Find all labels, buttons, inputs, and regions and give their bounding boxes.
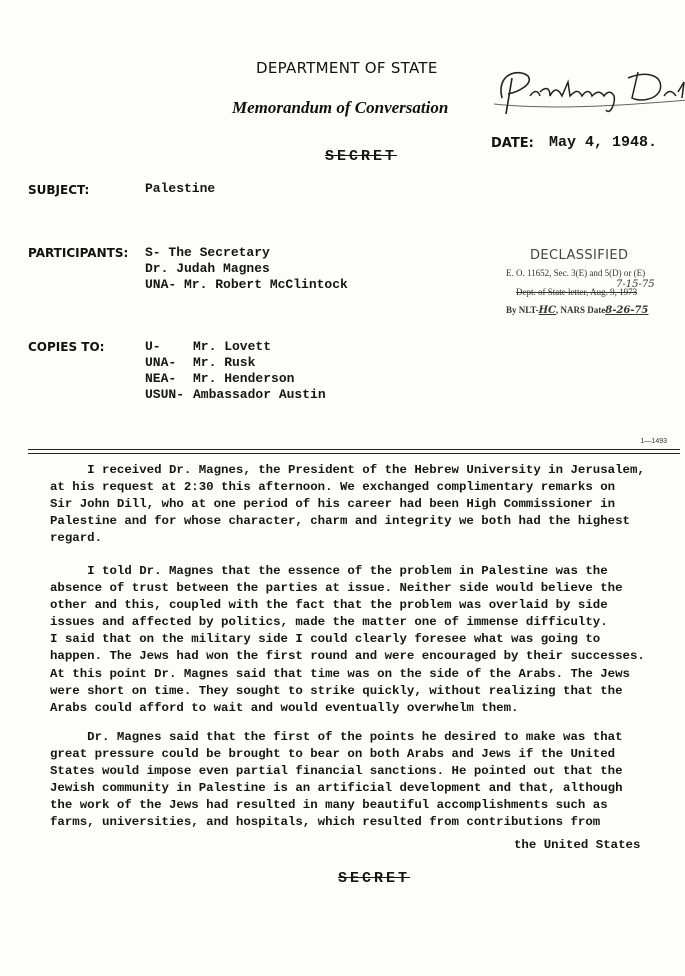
body-line: Palestine and for whose character, charm and integrity we both had the highest: [50, 514, 630, 529]
body-line: I said that on the military side I could clearly foresee what was going to: [50, 632, 601, 647]
copy-name: Mr. Lovett: [193, 339, 272, 354]
copy-code: NEA-: [145, 371, 177, 386]
participants-list: [145, 245, 348, 293]
date-label: DATE:: [491, 136, 534, 151]
body-line: farms, universities, and hospitals, which resulted from contributions from: [50, 815, 601, 830]
body-line: issues and affected by politics, made the matter one of immense difficulty.: [50, 615, 608, 630]
body-line: at his request at 2:30 this afternoon. We exchanged complimentary remarks on: [50, 480, 616, 495]
page-continuation: the United States: [514, 838, 641, 852]
body-line: Arabs could afford to wait and would eventually overwhelm them.: [50, 700, 519, 715]
body-line: States would impose even partial financial sanctions. He pointed out that the: [50, 764, 623, 779]
body-line: happen. The Jews had won the first round and were encouraged by their successes.: [50, 649, 645, 664]
copy-name: Mr. Rusk: [193, 355, 256, 370]
subject-label: SUBJECT:: [28, 183, 90, 197]
participant-item: UNA- Mr. Robert McClintock: [145, 277, 348, 292]
declassified-letter: [516, 279, 655, 297]
copy-code: UNA-: [145, 355, 177, 370]
copies-codes: [145, 339, 184, 403]
participant-item: S- The Secretary: [145, 245, 270, 260]
handwritten-preliminary-draft: [488, 62, 685, 122]
participants-label: PARTICIPANTS:: [28, 246, 129, 260]
declassified-initials: HC: [538, 305, 557, 316]
body-line: were short on time. They sought to strike quickly, without realizing that the: [50, 683, 623, 698]
copy-code: U-: [145, 339, 161, 354]
form-number: 1—1493: [640, 438, 667, 445]
date-value: May 4, 1948.: [549, 134, 658, 151]
declassified-letter-handwritten: 7-15-75: [616, 279, 655, 290]
declassified-stamp-title: DECLASSIFIED: [530, 248, 629, 263]
body-line: I received Dr. Magnes, the President of the Hebrew University in Jerusalem,: [50, 463, 645, 477]
copy-code: USUN-: [145, 387, 185, 402]
department-heading: DEPARTMENT OF STATE: [256, 59, 438, 77]
classification-stamp-bottom: SECRET: [338, 870, 411, 887]
header-divider-second: [28, 453, 680, 454]
copy-name: Ambassador Austin: [193, 387, 326, 402]
body-line: Dr. Magnes said that the first of the points he desired to make was that: [50, 730, 623, 744]
subject-value: Palestine: [145, 181, 216, 196]
declassified-nars-label: , NARS Date: [556, 305, 606, 315]
body-line: Jewish community in Palestine is an artificial development and that, although: [50, 781, 623, 796]
participant-item: Dr. Judah Magnes: [145, 261, 270, 276]
body-paragraph-2: [50, 563, 662, 717]
body-line: the work of the Jews had resulted in many beautiful accomplishments such as: [50, 798, 608, 813]
body-line: Sir John Dill, who at one period of his career had been High Commissioner in: [50, 497, 616, 512]
body-line: great pressure could be brought to bear on both Arabs and Jews if the United: [50, 747, 616, 762]
copy-name: Mr. Henderson: [193, 371, 295, 386]
copies-label: COPIES TO:: [28, 340, 105, 354]
declassified-by-line: [506, 305, 648, 316]
classification-stamp-top: SECRET: [325, 148, 398, 165]
declassified-authority: E. O. 11652, Sec. 3(E) and 5(D) or (E): [506, 268, 646, 278]
body-paragraph-3: [50, 729, 662, 832]
body-line: absence of trust between the parties at issue. Neither side would believe the: [50, 581, 623, 596]
body-line: other and this, coupled with the fact that the problem was overlaid by side: [50, 598, 608, 613]
declassified-letter-text: Dept. of State letter, Aug. 9, 1973: [516, 287, 638, 297]
copies-names: [193, 339, 326, 403]
body-line: I told Dr. Magnes that the essence of the problem in Palestine was the: [50, 564, 608, 578]
body-line: regard.: [50, 531, 103, 546]
body-line: At this point Dr. Magnes said that time was on the side of the Arabs. The Jews: [50, 666, 630, 681]
body-paragraph-1: [50, 462, 662, 547]
memo-title: Memorandum of Conversation: [232, 98, 449, 117]
declassified-nars-date: 8-26-75: [605, 305, 649, 316]
header-divider: [28, 449, 680, 450]
declassified-by-prefix: By NLT-: [506, 305, 539, 315]
